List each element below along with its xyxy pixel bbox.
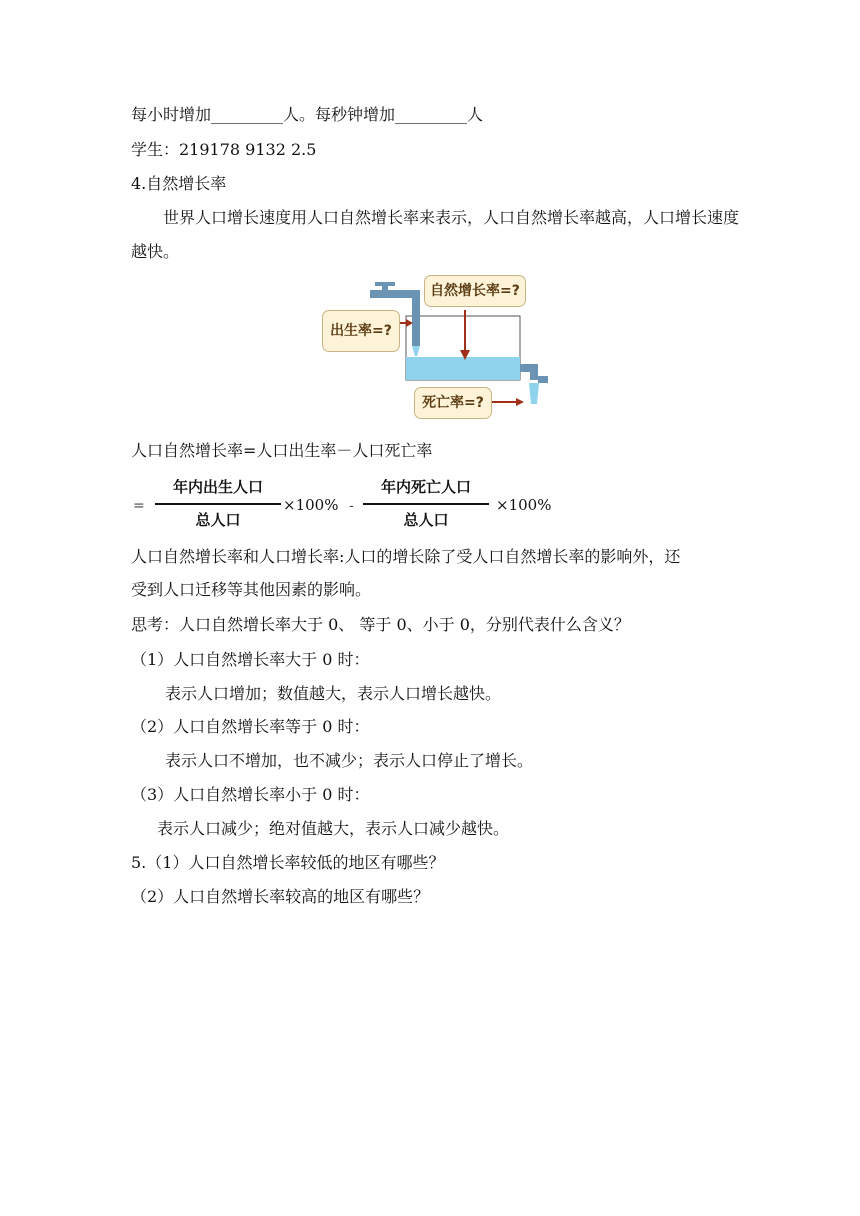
question-5-2: （2）人口自然增长率较高的地区有哪些？ xyxy=(131,887,430,906)
question-3: （3）人口自然增长率小于 0 时： xyxy=(131,785,370,804)
arrow-right-icon xyxy=(516,398,524,406)
formula-line: 人口自然增长率=人口出生率－人口死亡率 xyxy=(131,441,433,460)
outlet-tap-icon xyxy=(538,376,548,383)
fraction-bar xyxy=(363,503,489,505)
answer-1: 表示人口增加；数值越大，表示人口增长越快。 xyxy=(165,684,502,703)
answer-3: 表示人口减少；绝对值越大，表示人口减少越快。 xyxy=(157,819,510,838)
death-rate-label: 死亡率=? xyxy=(414,387,492,419)
definition-paragraph: 世界人口增长速度用人口自然增长率来表示，人口自然增长率越高，人口增长速度越快。 xyxy=(131,208,740,261)
think-question: 思考：人口自然增长率大于 0、 等于 0、小于 0，分别代表什么含义？ xyxy=(131,615,630,634)
fill-in-line: 每小时增加_________人。每秒钟增加_________人 xyxy=(131,105,484,124)
outlet-pipe xyxy=(520,368,534,380)
birth-numerator: 年内出生人口 xyxy=(172,478,263,496)
birth-denominator: 总人口 xyxy=(195,511,241,529)
growth-compare-line1: 人口自然增长率和人口增长率:人口的增长除了受人口自然增长率的影响外，还 xyxy=(131,547,681,566)
times-100-percent: ×100% xyxy=(496,496,552,514)
tank-water xyxy=(406,357,520,380)
minus-sign: - xyxy=(349,498,354,514)
outflow-stream xyxy=(529,383,539,404)
times-100-percent: ×100% xyxy=(283,496,339,514)
question-2: （2）人口自然增长率等于 0 时： xyxy=(131,717,370,736)
answer-2: 表示人口不增加，也不减少；表示人口停止了增长。 xyxy=(165,751,534,770)
arrow-right-icon xyxy=(406,319,413,327)
death-denominator: 总人口 xyxy=(403,511,449,529)
question-5-1: 5.（1）人口自然增长率较低的地区有哪些？ xyxy=(131,853,445,872)
question-1: （1）人口自然增长率大于 0 时： xyxy=(131,650,370,669)
death-fraction xyxy=(363,476,489,530)
natural-rate-label: 自然增长率=? xyxy=(424,275,526,307)
birth-rate-label: 出生率=? xyxy=(322,310,400,352)
inflow-stream xyxy=(412,346,420,356)
birth-fraction xyxy=(155,476,281,530)
death-numerator: 年内死亡人口 xyxy=(380,478,471,496)
student-answer: 学生：219178 9132 2.5 xyxy=(131,140,317,159)
section-heading: 4.自然增长率 xyxy=(131,174,227,193)
growth-compare-line2: 受到人口迁移等其他因素的影响。 xyxy=(131,580,372,599)
water-tank-diagram xyxy=(320,270,560,430)
fraction-bar xyxy=(155,503,281,505)
equals-sign: = xyxy=(133,498,145,514)
